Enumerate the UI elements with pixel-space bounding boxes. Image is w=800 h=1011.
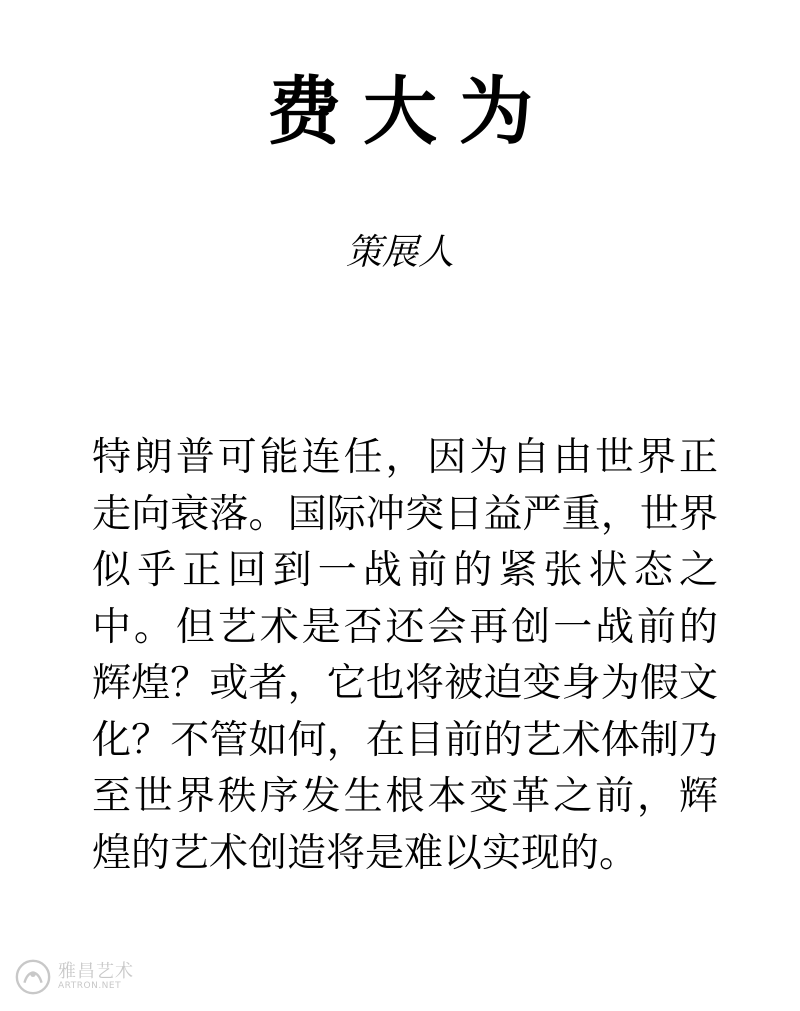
person-role: 策展人 xyxy=(345,232,454,273)
artron-logo-icon xyxy=(14,958,52,996)
quote-line: 走向衰落。国际冲突日益严重，世界 xyxy=(92,491,718,537)
quote-line: 中。但艺术是否还会再创一战前的 xyxy=(92,604,718,650)
quote-paragraph xyxy=(92,430,718,882)
quote-line: 煌的艺术创造将是难以实现的。 xyxy=(92,830,639,876)
watermark-brand-cn: 雅昌艺术 xyxy=(58,960,134,982)
quote-line: 似乎正回到一战前的紧张状态之 xyxy=(92,548,718,593)
quote-line: 特朗普可能连任，因为自由世界正 xyxy=(92,435,718,480)
quote-line: 辉煌？或者，它也将被迫变身为假文 xyxy=(92,661,718,706)
watermark-brand-en: ARTRON.NET xyxy=(58,980,122,991)
watermark xyxy=(14,958,134,996)
quote-line: 化？不管如何，在目前的艺术体制乃 xyxy=(92,717,718,763)
watermark-text xyxy=(58,960,134,991)
quote-line: 至世界秩序发生根本变革之前，辉 xyxy=(92,774,718,819)
person-name: 费大为 xyxy=(267,69,555,155)
